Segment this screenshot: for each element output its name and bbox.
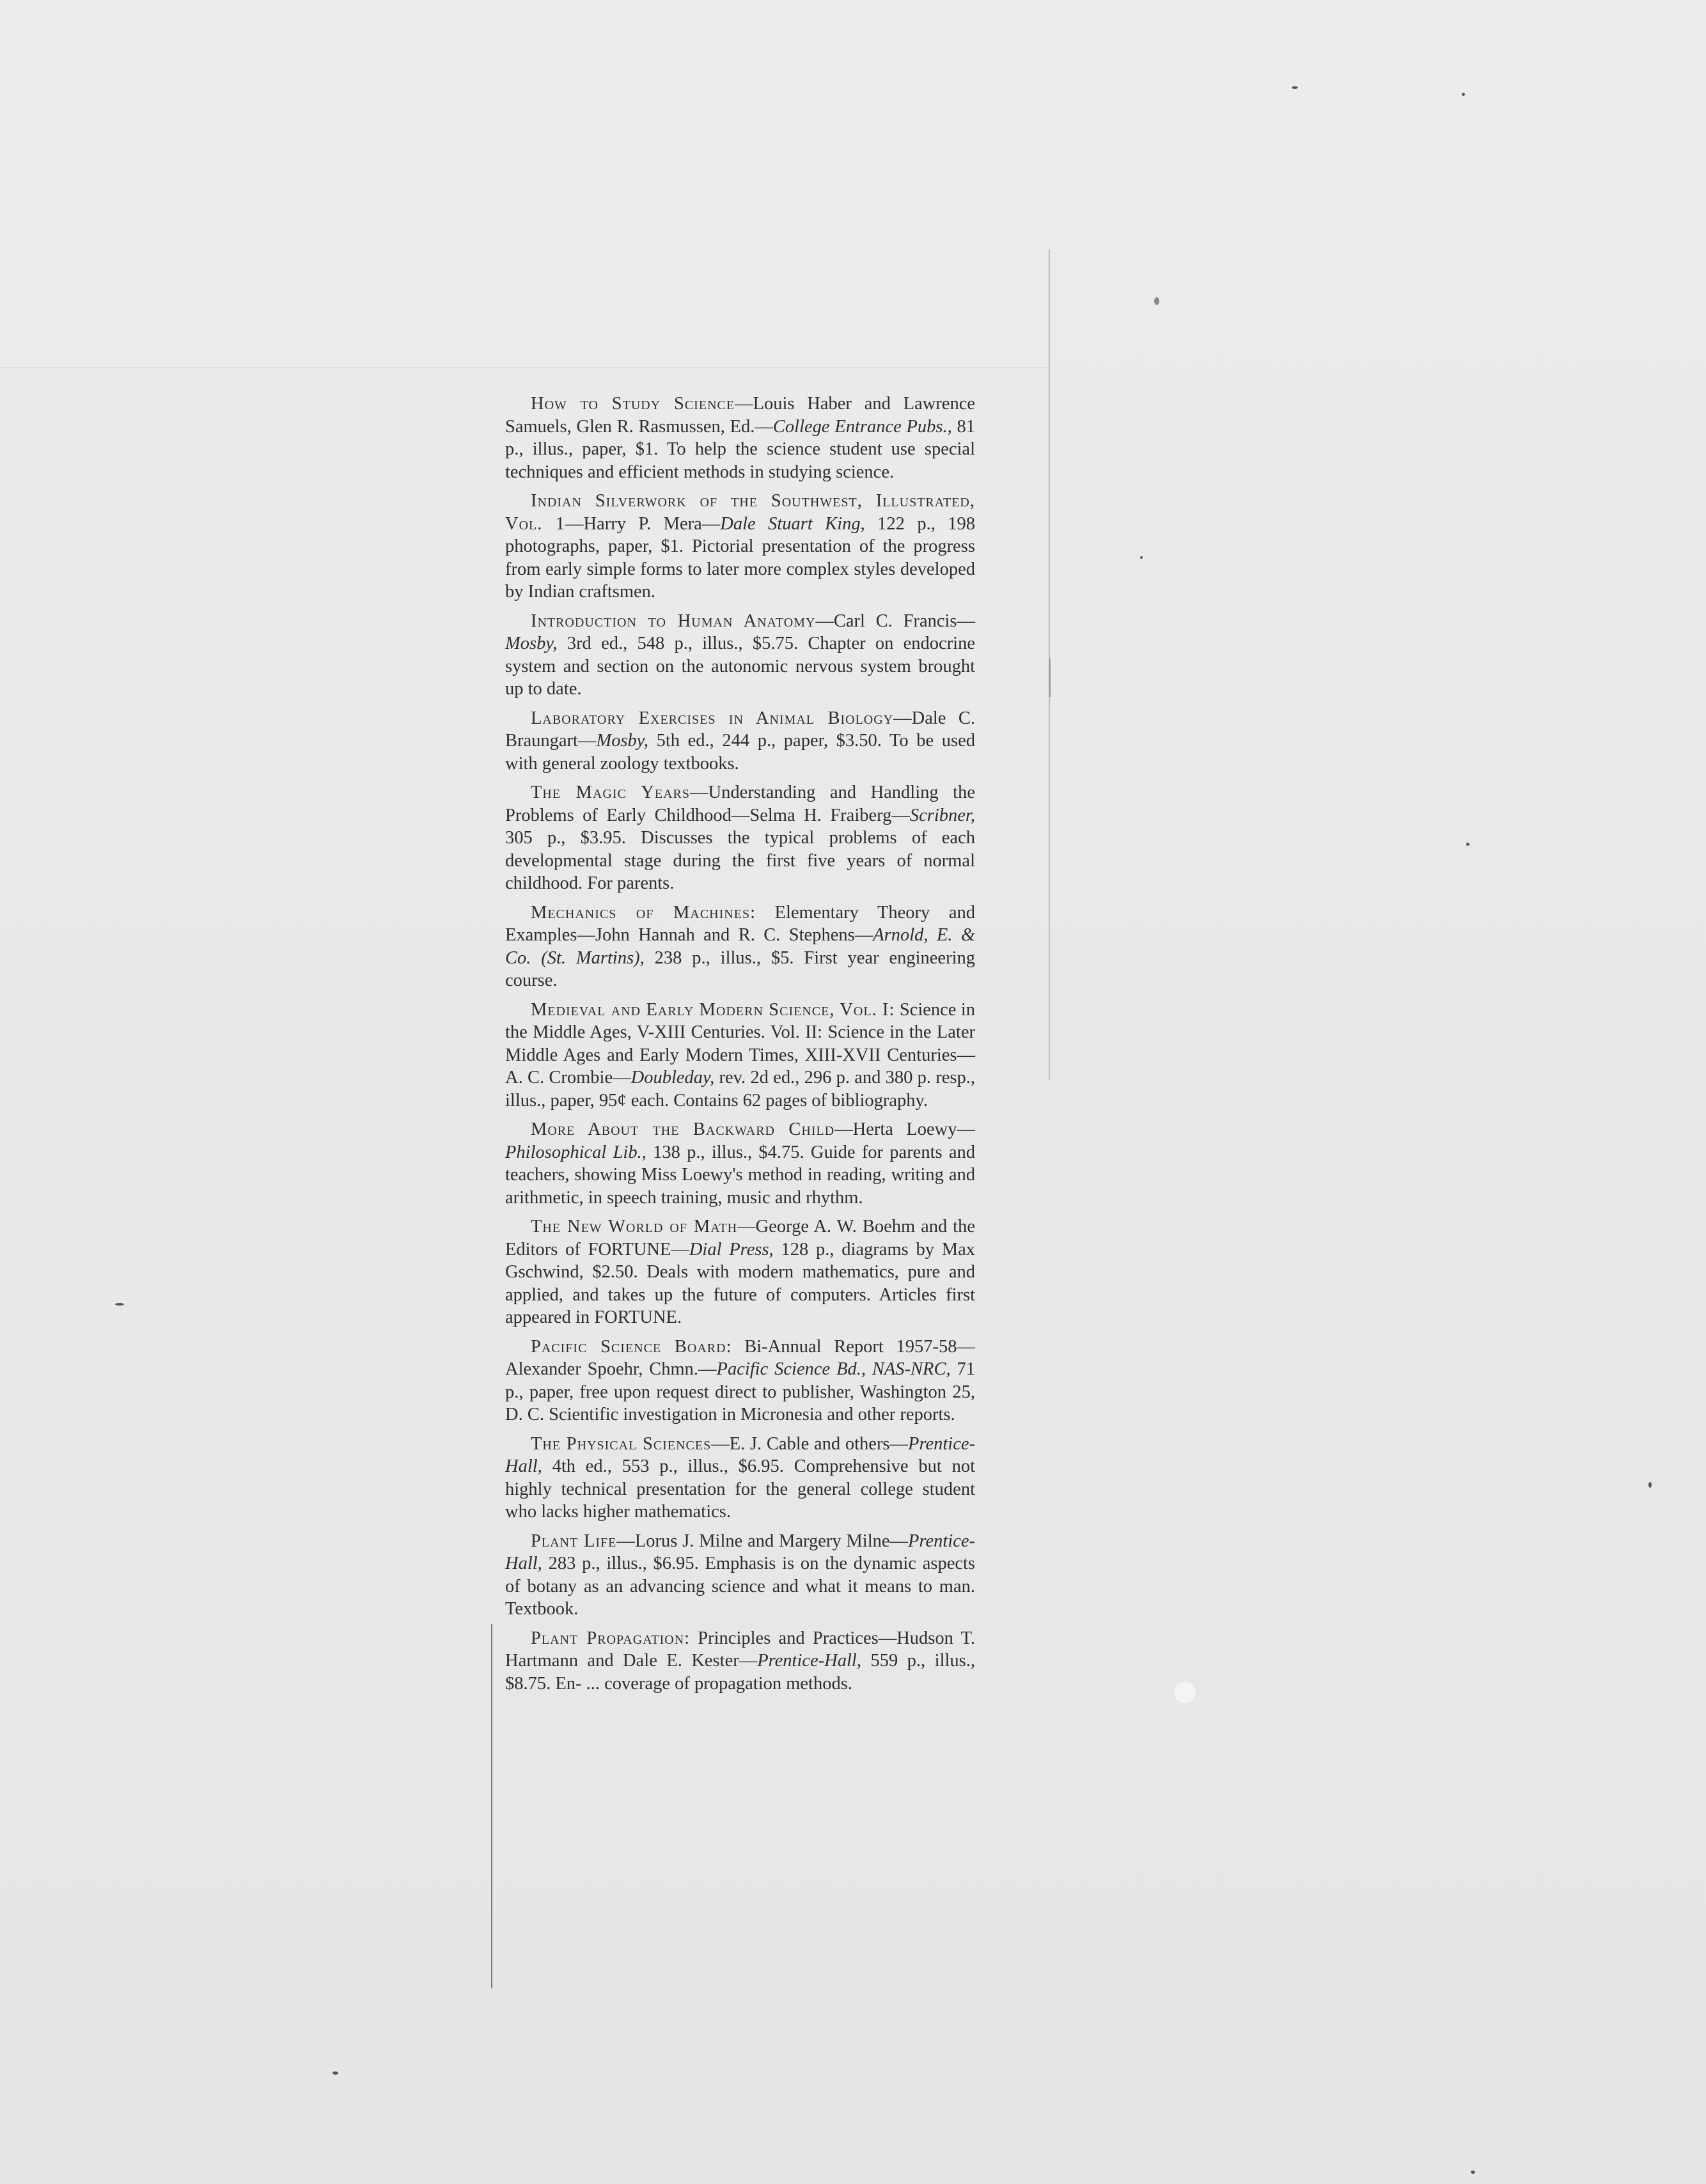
dust-speck: [1174, 1681, 1196, 1703]
book-description: 71 p., paper, free upon request direct to publisher, Washington 25, D. C. Scientific investigation in Micronesia and other reports.: [505, 1359, 975, 1424]
book-publisher: Arnold, E. & Co. (St. Martins),: [505, 925, 976, 968]
book-entry: [505, 1215, 975, 1329]
book-entry: [505, 1433, 975, 1524]
dust-speck: [1154, 297, 1159, 305]
book-authors: Elementary Theory and Examples—John Hannah and R. C. Stephens—: [505, 902, 975, 945]
book-entry: [505, 781, 975, 895]
book-publisher: College Entrance Pubs.,: [772, 416, 952, 437]
book-description: 5th ed., 244 p., paper, $3.50. To be used with general zoology textbooks.: [505, 731, 975, 774]
book-title: The New World of Math: [531, 1217, 738, 1236]
dust-speck: [333, 2071, 338, 2075]
book-entry: [505, 1118, 975, 1209]
book-entry: [505, 1530, 975, 1621]
book-entry: [505, 393, 975, 483]
dust-speck: [1648, 1482, 1652, 1488]
book-authors: —Herta Loewy—: [834, 1119, 975, 1139]
book-title: Introduction to Human Anatomy: [531, 611, 816, 631]
book-entry: [505, 1336, 975, 1426]
column-rule-left: [491, 1624, 492, 1988]
book-description: 3rd ed., 548 p., illus., $5.75. Chapter on endocrine system and section on the autonomic nervous system brought up to date.: [505, 634, 975, 699]
book-title: The Magic Years: [531, 783, 691, 802]
book-authors: —E. J. Cable and others—: [711, 1433, 909, 1454]
book-entry: [505, 901, 975, 992]
book-authors: Bi-Annual Report 1957-58—Alexander Spoehr, Chmn.—: [505, 1336, 975, 1379]
fold-line: [0, 367, 1049, 368]
book-title: The Physical Sciences: [531, 1433, 712, 1454]
book-publisher: Prentice-Hall,: [505, 1433, 975, 1476]
book-publisher: Scribner,: [909, 805, 975, 825]
book-authors: Principles and Practices—Hudson T. Hartmann and Dale E. Kester—: [505, 1628, 975, 1671]
book-publisher: Philosophical Lib.,: [505, 1142, 646, 1162]
book-description: 128 p., diagrams by Max Gschwind, $2.50. Deals with modern mathematics, pure and applied, and takes up the future of computers. Articles first appeared in FORTUNE.: [505, 1239, 975, 1327]
book-publisher: Mosby,: [505, 634, 558, 653]
book-description: 138 p., illus., $4.75. Guide for parents and teachers, showing Miss Loewy's method in reading, writing and arithmetic, in speech training, music and rhythm.: [505, 1142, 975, 1208]
book-list-column: [505, 393, 976, 1694]
dust-speck: [115, 1303, 124, 1306]
book-description: 305 p., $3.95. Discusses the typical problems of each developmental stage during the first five years of normal childhood. For parents.: [505, 828, 975, 893]
book-publisher: Pacific Science Bd., NAS-NRC,: [716, 1359, 951, 1379]
book-publisher: Doubleday,: [630, 1068, 715, 1088]
book-title: Medieval and Early Modern Science, Vol. I:: [531, 999, 895, 1020]
book-description: 238 p., illus., $5. First year engineering course.: [505, 948, 975, 990]
book-entry-truncated: [505, 1627, 975, 1694]
book-entry: [505, 490, 975, 604]
book-publisher: Dale Stuart King,: [720, 513, 865, 534]
book-entry: [505, 999, 975, 1112]
book-description: 81 p., illus., paper, $1. To help the science student use special techniques and efficient methods in studying science.: [505, 416, 975, 482]
book-publisher: Prentice-Hall,: [757, 1651, 861, 1671]
book-authors: —Lorus J. Milne and Margery Milne—: [616, 1531, 909, 1551]
book-authors: —Harry P. Mera—: [565, 513, 721, 534]
book-title: Plant Life: [531, 1531, 617, 1551]
book-authors: —Understanding and Handling the Problems of Early Childhood—Selma H. Fraiberg—: [505, 783, 975, 825]
dust-speck: [1462, 93, 1465, 96]
book-authors: —Louis Haber and Lawrence Samuels, Glen R. Rasmussen, Ed.—: [505, 394, 975, 437]
book-title: More About the Backward Child: [531, 1119, 835, 1139]
book-description: rev. 2d ed., 296 p. and 380 p. resp., illus., paper, 95¢ each. Contains 62 pages of bibliography.: [505, 1068, 976, 1111]
book-title: Plant Propagation:: [531, 1628, 691, 1648]
book-description: 122 p., 198 photographs, paper, $1. Pictorial presentation of the progress from early simple forms to later more complex styles developed by Indian craftsmen.: [505, 513, 975, 602]
book-publisher: Mosby,: [596, 731, 649, 751]
book-title: Pacific Science Board:: [531, 1336, 732, 1357]
dust-speck: [1466, 843, 1469, 846]
book-authors: —Dale C. Braungart—: [505, 708, 975, 751]
column-rule-mark: [1049, 659, 1051, 697]
book-authors: —Carl C. Francis—: [815, 611, 975, 631]
dust-speck: [1471, 2171, 1475, 2174]
book-entry: [505, 610, 975, 701]
book-publisher: Dial Press,: [689, 1239, 774, 1260]
book-authors: Science in the Middle Ages, V-XIII Centuries. Vol. II: Science in the Later Middle Ages and Early Modern Times, XIII-XVII Centuries—A. C. Crombie—: [505, 999, 975, 1088]
book-description: 559 p., illus., $8.75. En- ... coverage of propagation methods.: [505, 1651, 975, 1694]
book-title: Mechanics of Machines:: [531, 902, 756, 923]
book-title: Laboratory Exercises in Animal Biology: [531, 708, 894, 728]
book-description: 283 p., illus., $6.95. Emphasis is on the dynamic aspects of botany as an advancing science and what it means to man. Textbook.: [505, 1554, 975, 1619]
book-publisher: Prentice-Hall,: [505, 1531, 975, 1573]
dust-speck: [1140, 556, 1143, 559]
book-description: 4th ed., 553 p., illus., $6.95. Comprehensive but not highly technical presentation for the general college student who lacks higher mathematics.: [505, 1456, 975, 1522]
book-title: How to Study Science: [531, 394, 735, 414]
book-title: Indian Silverwork of the Southwest, Illustrated, Vol. 1: [505, 491, 975, 534]
book-authors: —George A. W. Boehm and the Editors of FORTUNE—: [505, 1217, 975, 1260]
dust-speck: [1292, 86, 1298, 89]
book-entry: [505, 707, 975, 776]
